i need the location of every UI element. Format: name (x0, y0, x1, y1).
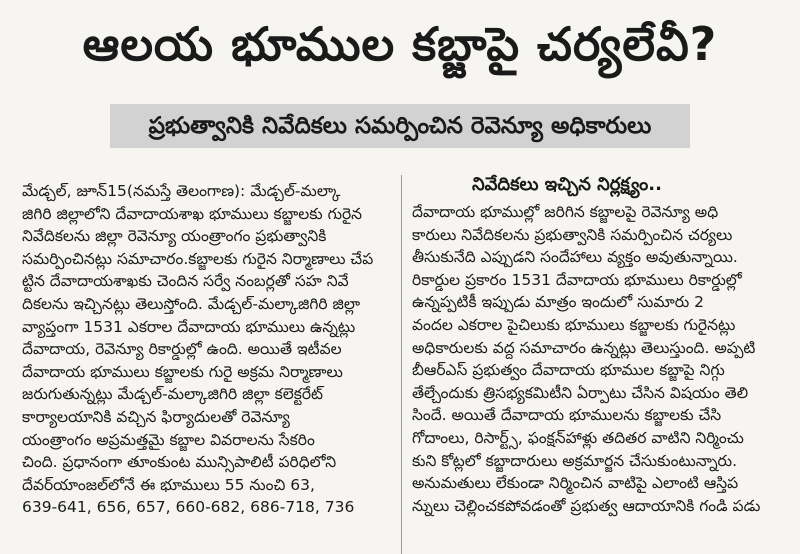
article-line: తేల్చేందుకు త్రిసభ్యకమిటీని ఏర్పాటు చేసిన విషయం తెలి (412, 383, 749, 402)
article-line: కారులు నివేదికలను ప్రభుత్వానికి సమర్పించిన చర్యలు (412, 225, 733, 244)
article-line: అనుమతులు లేకుండా నిర్మించిన వాటిపై ఎలాంటి ఆస్తిప (412, 474, 739, 493)
article-line: గోదాంలు, రిసార్ట్స్, ఫంక్షన్‌హాళ్లు తదితర వాటిని నిర్మించు (412, 428, 744, 447)
article-line: కుని కోట్లలో కబ్జాదారులు అక్రమార్జన చేసుకుంటున్నారు. (412, 451, 738, 470)
article-line: ఉన్నప్పటికీ ఇప్పుడు మాత్రం ఇందులో సుమారు 2 (412, 293, 705, 312)
article-line: జరుగుతున్నట్లు మేడ్చల్-మల్కాజిగిరి జిల్లా కలెక్టరేట్ (22, 385, 323, 404)
article-line: చింది. ప్రధానంగా తూంకుంట మున్సిపాలిటీ పరిధిలోని (22, 453, 337, 472)
article-line: దికలను ఇచ్చినట్లు తెలుస్తోంది. మేడ్చల్-మల్కాజిగిరి జిల్లా (22, 294, 361, 313)
article-line: దేవాదాయ, రెవెన్యూ రికార్డుల్లో ఉంది. అయితే ఇటీవల (22, 340, 342, 359)
article-line: బీఆర్ఎస్ ప్రభుత్వం దేవాదాయ భూముల కబ్జాపై నిగ్గు (412, 361, 725, 380)
article-line: దేవర్‌యాంజల్‌లోనే ఈ భూములు 55 నుంచి 63, (22, 475, 315, 494)
article-line: వ్యాప్తంగా 1531 ఎకరాల దేవాదాయ భూములు ఉన్నట్లు (22, 317, 356, 336)
article-line: మేడ్చల్, జూన్15(నమస్తే తెలంగాణ): మేడ్చల్-మల్కా (22, 182, 341, 200)
headline: ఆలయ భూముల కబ్జాపై చర్యలేవీ? (82, 17, 718, 71)
article-line: దేవాదాయ భూముల్లో జరిగిన కబ్జాలపై రెవెన్యూ అధి (412, 203, 719, 221)
article-line: రికార్డుల ప్రకారం 1531 దేవాదాయ భూములు రికార్డుల్లో (412, 270, 742, 289)
article-line: తీసుకునేది ఎప్పుడని సందేహాలు వ్యక్తం అవుతున్నాయి. (412, 248, 738, 267)
article-line: జిగిరి జిల్లాలోని దేవాదాయశాఖ భూములు కబ్జాలకు గురైన (22, 204, 363, 223)
article-line: న్నులు చెల్లించకపోవడంతో ప్రభుత్వ ఆదాయానికి గండి పడు (412, 496, 761, 515)
article-line: కార్యాలయానికి వచ్చిన ఫిర్యాదులతో రెవెన్యూ (22, 407, 290, 426)
left-column (22, 180, 402, 519)
right-column (412, 201, 792, 517)
article-line: దేవాదాయ భూములు కబ్జాలకు గురై అక్రమ నిర్మాణాలు (22, 362, 343, 381)
article-line: సమర్పించినట్లు సమాచారం.కబ్జాలకు గురైన నిర్మాణాలు చేప (22, 249, 374, 268)
article-line: నివేదికలను జిల్లా రెవెన్యూ యంత్రాంగం ప్రభుత్వానికి (22, 227, 327, 246)
article-line: అధికారులకు వద్ద సమాచారం ఉన్నట్లు తెలుస్తుంది. అప్పటి (412, 338, 756, 357)
article-line: 639-641, 656, 657, 660-682, 686-718, 736 (22, 498, 355, 517)
subheadline: ప్రభుత్వానికి నివేదికలు సమర్పించిన రెవెన్యూ అధికారులు (148, 113, 652, 139)
article-line: వందల ఎకరాల పైచిలుకు భూములు కబ్జాలకు గురైనట్లు (412, 315, 736, 334)
right-column-heading: నివేదికలు ఇచ్చిన నిర్లక్ష్యం.. (472, 174, 662, 195)
column-divider (401, 175, 402, 554)
article-line: ట్టిన దేవాదాయశాఖకు చెందిన సర్వే నంబర్లతో సహ నివే (22, 272, 349, 291)
article-line: యంత్రాంగం అప్రమత్తమై కబ్జాల వివరాలను సేకరిం (22, 430, 315, 449)
article-line: సిందే. అయితే దేవాదాయ భూములను కబ్జాలకు చేసి (412, 406, 722, 425)
